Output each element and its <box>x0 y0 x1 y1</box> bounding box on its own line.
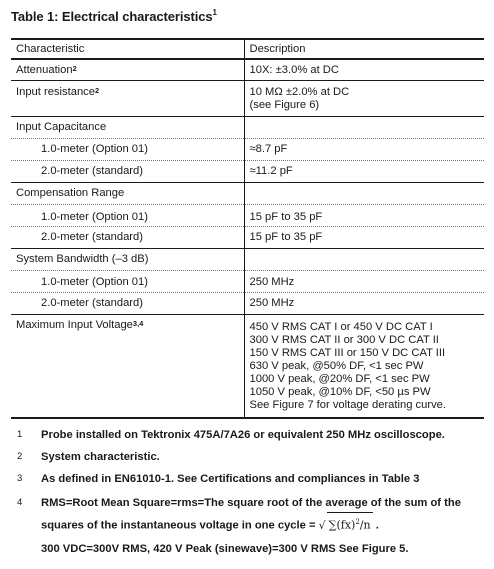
footnote-text: RMS=Root Mean Square=rms=The square root of the average of the sum of the squares of the instantaneous voltage in one cycle = √ ∑(fx)$^2$/n . <box>41 494 483 535</box>
footnote-text: System characteristic. <box>41 451 160 463</box>
table-row <box>11 138 484 160</box>
table-row <box>11 248 484 270</box>
table-row <box>11 59 484 80</box>
row-label: System Bandwidth (–3 dB) <box>11 248 244 270</box>
row-label: 1.0-meter (Option 01) <box>11 138 244 160</box>
footnote-number: 2 <box>17 451 23 462</box>
row-value: ≈11.2 pF <box>244 160 484 182</box>
row-value: 250 MHz <box>244 270 484 292</box>
table-row <box>11 182 484 204</box>
rms-formula: √ ∑(fx)$^2$/n <box>319 519 373 532</box>
header-description: Description <box>244 39 484 59</box>
footnote-number: 4 <box>17 497 23 508</box>
footnote-number: 1 <box>17 429 23 440</box>
row-label: 1.0-meter (Option 01) <box>11 204 244 226</box>
row-value <box>244 248 484 270</box>
footnote-2 <box>13 450 483 464</box>
row-value: 15 pF to 35 pF <box>244 204 484 226</box>
electrical-characteristics-table <box>11 38 484 419</box>
row-value: 450 V RMS CAT I or 450 V DC CAT I 300 V RMS CAT II or 300 V DC CAT II 150 V RMS CAT III or 150 V DC CAT III 630 V peak, @50% DF, <1 sec PW 1000 V peak, @20% DF, <1 sec PW 1050 V peak, @10% DF, <50 µs PW See Figure 7 for voltage derating curve. <box>244 314 484 418</box>
table-row <box>11 226 484 248</box>
row-label: 1.0-meter (Option 01) <box>11 270 244 292</box>
row-label: Input Capacitance <box>11 116 244 138</box>
footnotes <box>13 428 483 565</box>
row-label: Input resistance$^2$ <box>11 80 244 116</box>
row-label: 2.0-meter (standard) <box>11 292 244 314</box>
row-label: Maximum Input Voltage$^{3,4}$ <box>11 314 244 418</box>
row-label: 2.0-meter (standard) <box>11 226 244 248</box>
footnote-text-line2: 300 VDC=300V RMS, 420 V Peak (sinewave)=300 V RMS See Figure 5. <box>41 542 409 555</box>
table-row <box>11 292 484 314</box>
footnote-3 <box>13 472 483 486</box>
header-row <box>11 39 484 59</box>
title-footnote-ref: 1 <box>212 8 217 17</box>
row-value: 250 MHz <box>244 292 484 314</box>
footnote-1 <box>13 428 483 442</box>
row-value <box>244 182 484 204</box>
table-row <box>11 270 484 292</box>
footnote-4 <box>13 494 483 558</box>
footnote-text: As defined in EN61010-1. See Certifications and compliances in Table 3 <box>41 473 420 485</box>
row-label: Attenuation$^2$ <box>11 59 244 80</box>
table-title <box>11 9 217 24</box>
row-label: Compensation Range <box>11 182 244 204</box>
table-row <box>11 204 484 226</box>
footnote-number: 3 <box>17 473 23 484</box>
row-value: 15 pF to 35 pF <box>244 226 484 248</box>
header-characteristic: Characteristic <box>11 39 244 59</box>
row-value <box>244 116 484 138</box>
row-value: 10 MΩ ±2.0% at DC (see Figure 6) <box>244 80 484 116</box>
row-value: 10X: ±3.0% at DC <box>244 59 484 80</box>
table-row <box>11 314 484 418</box>
table-row <box>11 160 484 182</box>
row-value: ≈8.7 pF <box>244 138 484 160</box>
footnote-text: Probe installed on Tektronix 475A/7A26 or equivalent 250 MHz oscilloscope. <box>41 429 445 441</box>
table-row <box>11 116 484 138</box>
row-label: 2.0-meter (standard) <box>11 160 244 182</box>
table-title-text: Table 1: Electrical characteristics <box>11 9 213 24</box>
table-row <box>11 80 484 116</box>
